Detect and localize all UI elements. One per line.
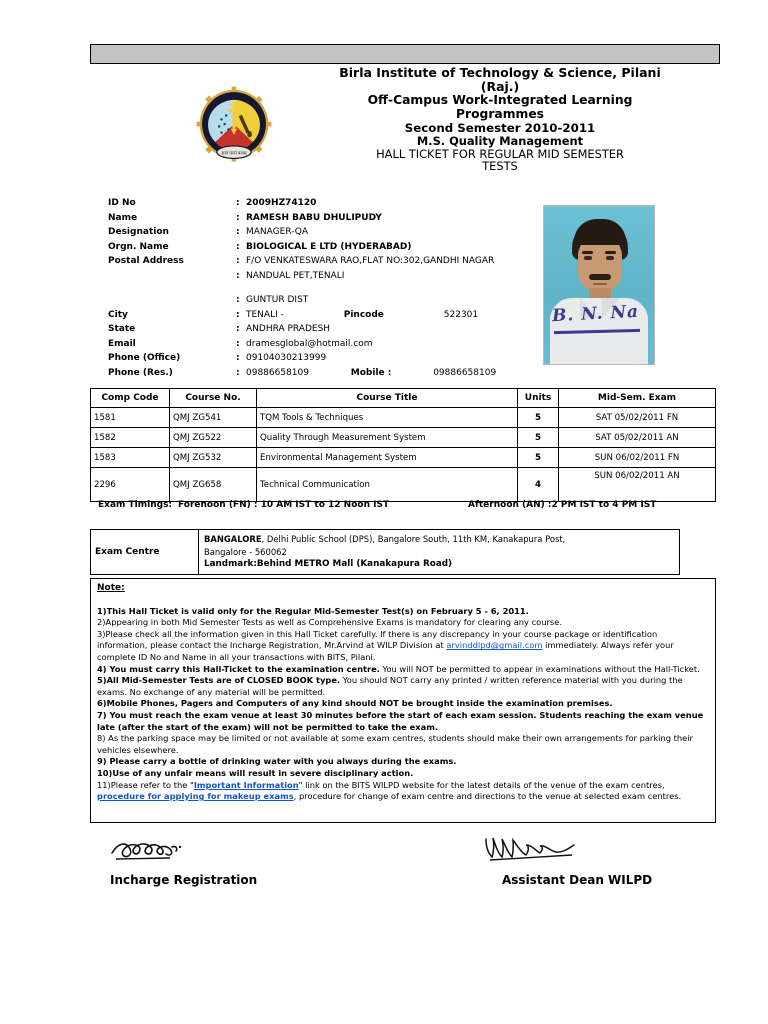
cell-course-title: Technical Communication bbox=[257, 468, 518, 502]
photo-eyebrow-right bbox=[605, 251, 616, 254]
detail-label: Phone (Res.) bbox=[108, 367, 173, 378]
detail-colon: : bbox=[236, 353, 240, 363]
photo-eyebrow-left bbox=[582, 251, 593, 254]
detail-value-designation: MANAGER-QA bbox=[246, 227, 309, 237]
note-6 bbox=[97, 698, 710, 710]
note-text: 11)Please refer to the " bbox=[97, 779, 194, 790]
cell-course-title: Environmental Management System bbox=[257, 448, 518, 468]
note-text: immediately. Always refer your complete ID No and Name in all your transactions with BITS, Pilani. bbox=[97, 640, 674, 662]
header-course-programme: M.S. Quality Management bbox=[416, 133, 584, 148]
detail-value-email: dramesglobal@hotmail.com bbox=[246, 338, 373, 349]
detail-colon: : bbox=[236, 256, 240, 266]
bits-pilani-logo-icon bbox=[195, 84, 273, 172]
cell-comp-code: 1583 bbox=[91, 448, 170, 468]
detail-label: Email bbox=[108, 338, 136, 349]
header-title-line1: HALL TICKET FOR REGULAR MID SEMESTER bbox=[376, 146, 624, 161]
table-row bbox=[91, 448, 716, 468]
detail-row-email bbox=[108, 337, 538, 352]
cell-course-no: QMJ ZG522 bbox=[170, 428, 257, 448]
note-link[interactable]: Important Information bbox=[193, 779, 299, 790]
cell-course-no: QMJ ZG532 bbox=[170, 448, 257, 468]
cell-exam: SUN 06/02/2011 AN bbox=[559, 468, 716, 502]
note-9 bbox=[97, 756, 710, 768]
photo-moustache bbox=[589, 274, 611, 280]
detail-pincode-label: Pincode bbox=[343, 309, 384, 320]
detail-colon: : bbox=[236, 212, 240, 223]
note-link[interactable]: procedure for applying for makeup exams bbox=[97, 791, 294, 802]
top-gray-banner bbox=[90, 44, 720, 64]
detail-value-address-line1: F/O VENKATESWARA RAO,FLAT NO:302,GANDHI NAGAR bbox=[246, 256, 495, 266]
cell-exam: SAT 05/02/2011 FN bbox=[559, 408, 716, 428]
note-text: 5)All Mid-Semester Tests are of CLOSED BOOK type. bbox=[97, 675, 341, 686]
cell-comp-code: 1581 bbox=[91, 408, 170, 428]
signature-image-incharge bbox=[108, 833, 358, 867]
exam-timings-afternoon: Afternoon (AN) :2 PM IST to 4 PM IST bbox=[468, 500, 657, 510]
detail-row-city bbox=[108, 308, 538, 323]
note-text: 1)This Hall Ticket is valid only for the Regular Mid-Semester Test(s) on February 5 - 6, 2011. bbox=[97, 605, 529, 616]
cell-course-no: QMJ ZG658 bbox=[170, 468, 257, 502]
exam-centre-landmark: Landmark:Behind METRO Mall (Kanakapura Road) bbox=[204, 559, 453, 569]
detail-row-postal-address bbox=[108, 254, 538, 269]
detail-row-phone-res bbox=[108, 366, 538, 381]
signature-block-incharge bbox=[108, 833, 358, 887]
detail-colon: : bbox=[236, 338, 240, 349]
photo-signature-overlay: B. N. Na bbox=[551, 301, 640, 327]
note-link[interactable]: arvinddlpd@gmail.com bbox=[446, 640, 543, 651]
th-comp-code: Comp Code bbox=[91, 389, 170, 408]
detail-colon: : bbox=[236, 227, 240, 237]
cell-comp-code: 2296 bbox=[91, 468, 170, 502]
detail-value-phone-office: 09104030213999 bbox=[246, 353, 327, 363]
table-row bbox=[91, 428, 716, 448]
exam-centre-label: Exam Centre bbox=[91, 530, 199, 574]
student-photo bbox=[543, 205, 655, 365]
note-11 bbox=[97, 780, 710, 803]
note-heading-text: Note bbox=[97, 583, 122, 593]
detail-mobile-value: 09886658109 bbox=[433, 367, 497, 378]
detail-value-address-line3: GUNTUR DIST bbox=[246, 295, 309, 305]
note-7 bbox=[97, 710, 710, 733]
note-text: 9) Please carry a bottle of drinking water with you always during the exams. bbox=[97, 756, 457, 767]
detail-label: ID No bbox=[108, 198, 136, 208]
cell-exam: SUN 06/02/2011 FN bbox=[559, 448, 716, 468]
detail-colon: : bbox=[236, 367, 240, 378]
note-5 bbox=[97, 675, 710, 698]
note-text: 10)Use of any unfair means will result in severe disciplinary action. bbox=[97, 767, 414, 778]
detail-colon: : bbox=[236, 241, 240, 252]
cell-course-title: Quality Through Measurement System bbox=[257, 428, 518, 448]
detail-colon: : bbox=[236, 198, 240, 208]
exam-centre-box bbox=[90, 529, 680, 575]
note-text: , procedure for change of exam centre and directions to the venue at selected exam centres. bbox=[293, 791, 682, 802]
photo-hair-top bbox=[574, 219, 626, 245]
exam-centre-address-line1 bbox=[204, 533, 675, 546]
header-programme-line1: Off-Campus Work-Integrated Learning bbox=[367, 93, 633, 107]
course-table bbox=[90, 388, 716, 502]
detail-value-address-line2: NANDUAL PET,TENALI bbox=[246, 270, 345, 281]
photo-background bbox=[544, 206, 654, 364]
exam-timings-row bbox=[98, 500, 718, 510]
note-text: " link on the BITS WILPD website for the latest details of the venue of the exam centres, bbox=[298, 779, 665, 790]
note-text: 3)Please check all the information given in this Hall Ticket carefully. If there is any discrepancy in your course package or identification information, please contact the Incharge Registration, Mr.Arvind at WILP Division at bbox=[97, 628, 658, 651]
exam-centre-city: BANGALORE bbox=[204, 534, 262, 544]
detail-colon: : bbox=[236, 295, 240, 305]
note-text: 4) You must carry this Hall-Ticket to the examination centre. bbox=[97, 663, 380, 674]
note-1 bbox=[97, 606, 710, 618]
detail-pincode-value: 522301 bbox=[443, 309, 479, 320]
detail-colon: : bbox=[236, 324, 240, 334]
note-text: 2)Appearing in both Mid Semester Tests as well as Comprehensive Exams is mandatory for clearing any course. bbox=[97, 617, 562, 628]
photo-eye-right bbox=[606, 256, 614, 260]
header-title-line2: TESTS bbox=[482, 159, 518, 174]
signature-zone bbox=[90, 833, 720, 903]
signature-block-dean bbox=[480, 833, 730, 887]
detail-row-address-line2 bbox=[108, 269, 538, 284]
detail-value-orgn-name: BIOLOGICAL E LTD (HYDERABAD) bbox=[246, 241, 412, 252]
note-text: 7) You must reach the exam venue at least 30 minutes before the start of each exam session. Students reaching the exam venue late (after the start of the exam) will not be permitted to take the exam. bbox=[97, 709, 704, 732]
detail-value-id-no: 2009HZ74120 bbox=[246, 198, 317, 208]
detail-value-name: RAMESH BABU DHULIPUDY bbox=[246, 212, 382, 223]
table-row bbox=[91, 408, 716, 428]
cell-units: 5 bbox=[518, 448, 559, 468]
cell-units: 5 bbox=[518, 408, 559, 428]
detail-row-designation bbox=[108, 225, 538, 240]
note-text: You should NOT carry any printed / written reference material with you during the exams. No exchange of any material will be permitted. bbox=[97, 675, 683, 697]
note-4 bbox=[97, 664, 710, 676]
note-10 bbox=[97, 768, 710, 780]
detail-colon: : bbox=[236, 270, 240, 281]
detail-label: State bbox=[108, 324, 136, 334]
photo-mouth bbox=[593, 283, 607, 285]
note-text: 8) As the parking space may be limited or not available at some exam centres, students should make their own arrangements for parking their vehicles elsewhere. bbox=[97, 733, 693, 755]
th-units: Units bbox=[518, 389, 559, 408]
note-text: You will NOT be permitted to appear in examinations without the Hall-Ticket. bbox=[379, 663, 700, 674]
signature-caption-dean: Assistant Dean WILPD bbox=[502, 873, 653, 887]
note-box bbox=[90, 578, 716, 823]
cell-exam: SAT 05/02/2011 AN bbox=[559, 428, 716, 448]
detail-row-id-no bbox=[108, 196, 538, 211]
signature-image-dean bbox=[480, 833, 730, 867]
exam-centre-address-line2: Bangalore - 560062 bbox=[204, 546, 287, 557]
note-3 bbox=[97, 629, 710, 664]
note-heading-colon: : bbox=[121, 583, 125, 593]
detail-row-name bbox=[108, 211, 538, 226]
detail-label: Phone (Office) bbox=[108, 353, 181, 363]
detail-label: City bbox=[108, 309, 128, 320]
detail-label: Name bbox=[108, 212, 138, 223]
th-mid-sem-exam: Mid-Sem. Exam bbox=[559, 389, 716, 408]
svg-text:ज्ञानं परमं बलम्: ज्ञानं परमं बलम् bbox=[221, 151, 247, 157]
cell-units: 5 bbox=[518, 428, 559, 448]
note-heading bbox=[97, 583, 710, 595]
detail-spacer bbox=[108, 283, 538, 293]
student-details-block bbox=[108, 196, 538, 380]
detail-row-phone-office bbox=[108, 351, 538, 366]
table-row bbox=[91, 468, 716, 502]
exam-centre-details bbox=[199, 530, 679, 574]
cell-course-title: TQM Tools & Techniques bbox=[257, 408, 518, 428]
detail-row-address-line3 bbox=[108, 293, 538, 308]
detail-label: Orgn. Name bbox=[108, 241, 169, 252]
detail-value-phone-res: 09886658109 bbox=[246, 367, 309, 378]
cell-course-no: QMJ ZG541 bbox=[170, 408, 257, 428]
detail-row-state bbox=[108, 322, 538, 337]
photo-eye-left bbox=[584, 256, 592, 260]
detail-label: Designation bbox=[108, 227, 169, 237]
signature-caption-incharge: Incharge Registration bbox=[110, 873, 258, 887]
exam-timings-label: Exam Timings: bbox=[98, 500, 173, 510]
detail-row-orgn-name bbox=[108, 240, 538, 255]
detail-colon: : bbox=[236, 309, 240, 320]
note-items-list bbox=[97, 606, 710, 803]
header-semester: Second Semester 2010-2011 bbox=[404, 120, 596, 135]
exam-centre-address-rest: , Delhi Public School (DPS), Bangalore South, 11th KM, Kanakapura Post, bbox=[261, 534, 566, 544]
detail-value-state: ANDHRA PRADESH bbox=[246, 324, 331, 334]
th-course-title: Course Title bbox=[257, 389, 518, 408]
table-header-row bbox=[91, 389, 716, 408]
document-header bbox=[90, 66, 720, 184]
note-text: 6)Mobile Phones, Pagers and Computers of any kind should NOT be brought inside the examination premises. bbox=[97, 698, 613, 709]
header-institute: Birla Institute of Technology & Science, Pilani bbox=[339, 65, 661, 80]
detail-value-city: TENALI - bbox=[246, 309, 284, 320]
note-8 bbox=[97, 733, 710, 756]
detail-mobile-label: Mobile : bbox=[350, 367, 392, 378]
exam-timings-forenoon: Forenoon (FN) : 10 AM IST to 12 Noon IST bbox=[178, 500, 390, 510]
cell-units: 4 bbox=[518, 468, 559, 502]
th-course-no: Course No. bbox=[170, 389, 257, 408]
header-state: (Raj.) bbox=[480, 79, 520, 94]
note-2 bbox=[97, 617, 710, 629]
cell-comp-code: 1582 bbox=[91, 428, 170, 448]
header-programme-line2: Programmes bbox=[456, 106, 544, 121]
detail-label: Postal Address bbox=[108, 256, 184, 266]
